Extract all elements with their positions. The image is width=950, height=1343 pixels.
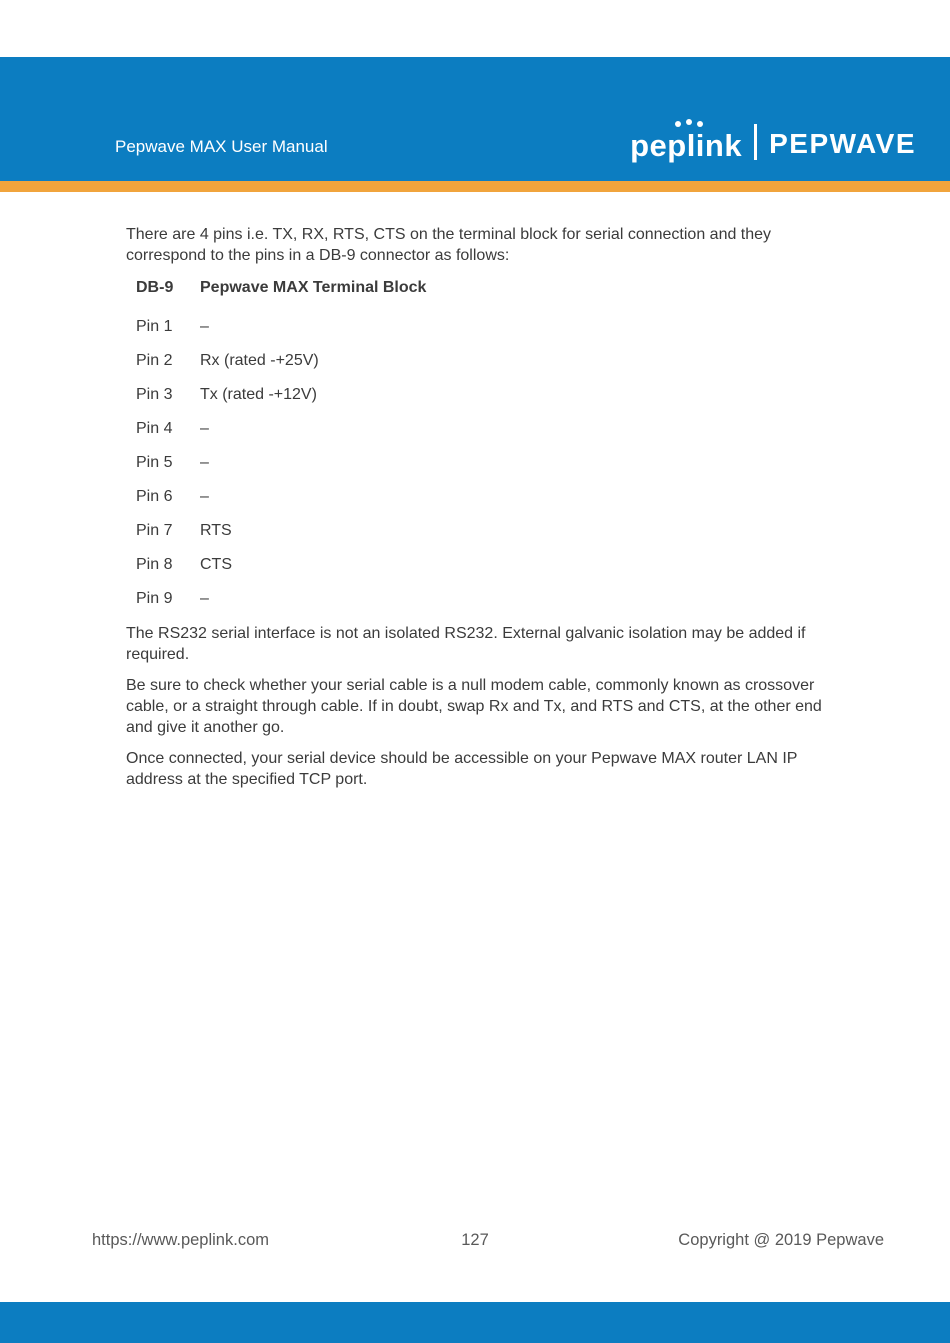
page-number: 127 (461, 1231, 489, 1249)
bottom-band (0, 1302, 950, 1343)
pin-label: Pin 5 (136, 454, 173, 471)
table-row (136, 316, 828, 337)
logo-divider (754, 124, 757, 160)
header-title: Pepwave MAX User Manual (115, 137, 328, 156)
pin-label: Pin 3 (136, 386, 173, 403)
table-row (136, 520, 828, 541)
body-paragraph: Once connected, your serial device should be accessible on your Pepwave MAX router LAN IP address at the specified TCP port. (126, 750, 798, 788)
logo-peplink-text: peplink (630, 128, 743, 163)
pin-label: Pin 1 (136, 318, 173, 335)
pin-table-header-row (136, 277, 828, 298)
body-paragraph: Be sure to check whether your serial cable is a null modem cable, commonly known as crossover cable, or a straight through cable. If in doubt, swap Rx and Tx, and RTS and CTS, at the other end and give it another go. (126, 677, 822, 736)
pin-value: Tx (rated -+12V) (200, 386, 317, 403)
footer-url-link[interactable]: https://www.peplink.com (92, 1231, 269, 1249)
table-row (136, 452, 828, 473)
page-content (126, 224, 828, 800)
table-row (136, 588, 828, 609)
logo-pepwave-text: PEPWAVE (769, 128, 916, 159)
table-row (136, 384, 828, 405)
copyright-text: Copyright @ 2019 Pepwave (678, 1231, 884, 1249)
logo-dots-icon (675, 121, 703, 127)
table-row (136, 350, 828, 371)
table-row (136, 486, 828, 507)
pin-label: Pin 9 (136, 590, 173, 607)
footer (0, 1231, 950, 1253)
body-paragraph: The RS232 serial interface is not an isolated RS232. External galvanic isolation may be added if required. (126, 625, 806, 663)
pin-table-col2-header: Pepwave MAX Terminal Block (200, 279, 427, 296)
table-row (136, 418, 828, 439)
pin-table-col1-header: DB-9 (136, 279, 174, 296)
pin-value: – (200, 590, 209, 607)
pin-value: CTS (200, 556, 232, 573)
pin-label: Pin 2 (136, 352, 173, 369)
pin-value: Rx (rated -+25V) (200, 352, 319, 369)
pin-value: – (200, 488, 209, 505)
pin-value: – (200, 420, 209, 437)
pin-label: Pin 6 (136, 488, 173, 505)
header-band (0, 57, 950, 181)
pin-value: – (200, 318, 209, 335)
pin-table (136, 277, 828, 609)
peplink-pepwave-logo (630, 121, 916, 161)
pin-value: RTS (200, 522, 232, 539)
pin-label: Pin 7 (136, 522, 173, 539)
intro-paragraph: There are 4 pins i.e. TX, RX, RTS, CTS on the terminal block for serial connection and they correspond to the pins in a DB-9 connector as follows: (126, 226, 772, 264)
pin-value: – (200, 454, 209, 471)
pin-label: Pin 8 (136, 556, 173, 573)
pin-label: Pin 4 (136, 420, 173, 437)
table-row (136, 554, 828, 575)
accent-strip (0, 181, 950, 192)
logo-peplink-block (630, 121, 742, 161)
